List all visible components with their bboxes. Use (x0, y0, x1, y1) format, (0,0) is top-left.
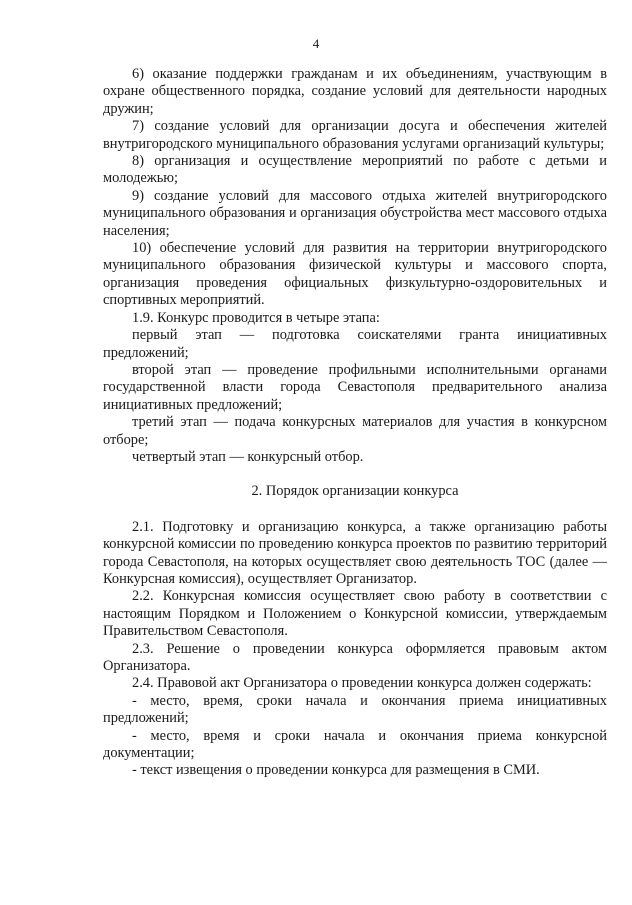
paragraph-item-10: 10) обеспечение условий для развития на территории внутригородского муниципального образования физической культуры и массового спорта, организация проведения официальных физкультурно-оздоровительных и спортивных мероприятий. (103, 240, 607, 309)
page-number: 4 (312, 36, 320, 51)
paragraph-2-2: 2.2. Конкурсная комиссия осуществляет свою работу в соответствии с настоящим Порядком и Положением о Конкурсной комиссии, утверждаемым Правительством Севастополя. (103, 588, 607, 640)
paragraph-stage-2: второй этап — проведение профильными исполнительными органами государственной власти города Севастополя предварительного анализа инициативных предложений; (103, 361, 607, 413)
document-body (103, 66, 607, 780)
paragraph-item-9: 9) создание условий для массового отдыха жителей внутригородского муниципального образования и организация обустройства мест массового отдыха населения; (103, 187, 607, 239)
list-item-documentation: - место, время и сроки начала и окончания приема конкурсной документации; (103, 727, 607, 762)
paragraph-stage-1: первый этап — подготовка соискателями гранта инициативных предложений; (103, 327, 607, 361)
paragraph-2-1: 2.1. Подготовку и организацию конкурса, а также организацию работы конкурсной комиссии по проведению конкурса проектов по развитию территорий города Севастополя, на которых осуществляет свою деятельность ТОС (далее — Конкурсная комиссия), осуществляет Организатор. (103, 518, 607, 587)
paragraph-stage-3: третий этап — подача конкурсных материалов для участия в конкурсном отборе; (103, 414, 607, 448)
paragraph-2-4: 2.4. Правовой акт Организатора о проведении конкурса должен содержать: (132, 675, 592, 692)
paragraph-item-6: 6) оказание поддержки гражданам и их объединениям, участвующим в охране общественного порядка, создание условий для деятельности народных дружин; (103, 66, 607, 117)
paragraph-2-3: 2.3. Решение о проведении конкурса оформляется правовым актом Организатора. (103, 640, 607, 674)
paragraph-stages-intro: 1.9. Конкурс проводится в четыре этапа: (132, 309, 380, 326)
list-item-notice: - текст извещения о проведении конкурса для размещения в СМИ. (132, 762, 540, 779)
section-heading: 2. Порядок организации конкурса (251, 483, 459, 500)
paragraph-item-7: 7) создание условий для организации досуга и обеспечения жителей внутригородского муниципального образования услугами организаций культуры; (103, 118, 607, 152)
list-item-applications: - место, время, сроки начала и окончания приема инициативных предложений; (103, 692, 607, 727)
paragraph-stage-4: четвертый этап — конкурсный отбор. (132, 448, 364, 465)
paragraph-item-8: 8) организация и осуществление мероприятий по работе с детьми и молодежью; (103, 153, 607, 187)
